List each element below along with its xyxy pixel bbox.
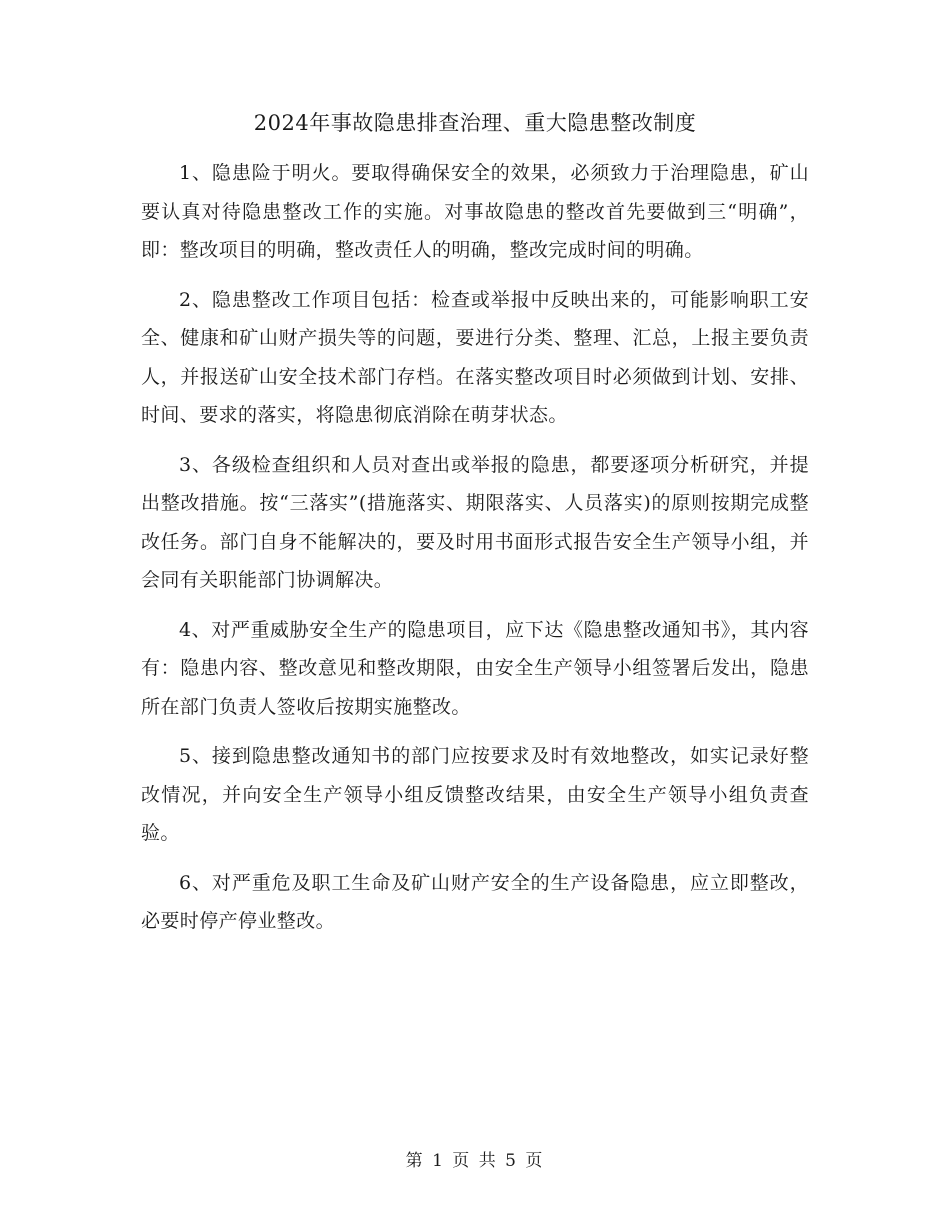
paragraph-2: 2、隐患整改工作项目包括：检查或举报中反映出来的，可能影响职工安全、健康和矿山财产损失等的问题，要进行分类、整理、汇总，上报主要负责人，并报送矿山安全技术部门存档。在落实整改项目时必须做到计划、安排、时间、要求的落实，将隐患彻底消除在萌芽状态。 xyxy=(141,288,809,426)
page-number-footer: 第 1 页 共 5 页 xyxy=(405,1151,545,1171)
paragraph-3: 3、各级检查组织和人员对查出或举报的隐患，都要逐项分析研究，并提出整改措施。按“三落实”(措施落实、期限落实、人员落实)的原则按期完成整改任务。部门自身不能解决的，要及时用书面形式报告安全生产领导小组，并会同有关职能部门协调解决。 xyxy=(141,453,809,591)
paragraph-5: 5、接到隐患整改通知书的部门应按要求及时有效地整改，如实记录好整改情况，并向安全生产领导小组反馈整改结果，由安全生产领导小组负责查验。 xyxy=(141,745,809,844)
paragraph-6: 6、对严重危及职工生命及矿山财产安全的生产设备隐患，应立即整改，必要时停产停业整改。 xyxy=(141,871,809,932)
paragraph-4: 4、对严重威胁安全生产的隐患项目，应下达《隐患整改通知书》，其内容有：隐患内容、整改意见和整改期限，由安全生产领导小组签署后发出，隐患所在部门负责人签收后按期实施整改。 xyxy=(141,618,809,718)
document-body xyxy=(141,154,809,952)
document-title: 2024年事故隐患排查治理、重大隐患整改制度 xyxy=(253,111,697,135)
paragraph-1: 1、隐患险于明火。要取得确保安全的效果，必须致力于治理隐患，矿山要认真对待隐患整改工作的实施。对事故隐患的整改首先要做到三“明确”，即：整改项目的明确，整改责任人的明确，整改完成时间的明确。 xyxy=(141,162,809,261)
